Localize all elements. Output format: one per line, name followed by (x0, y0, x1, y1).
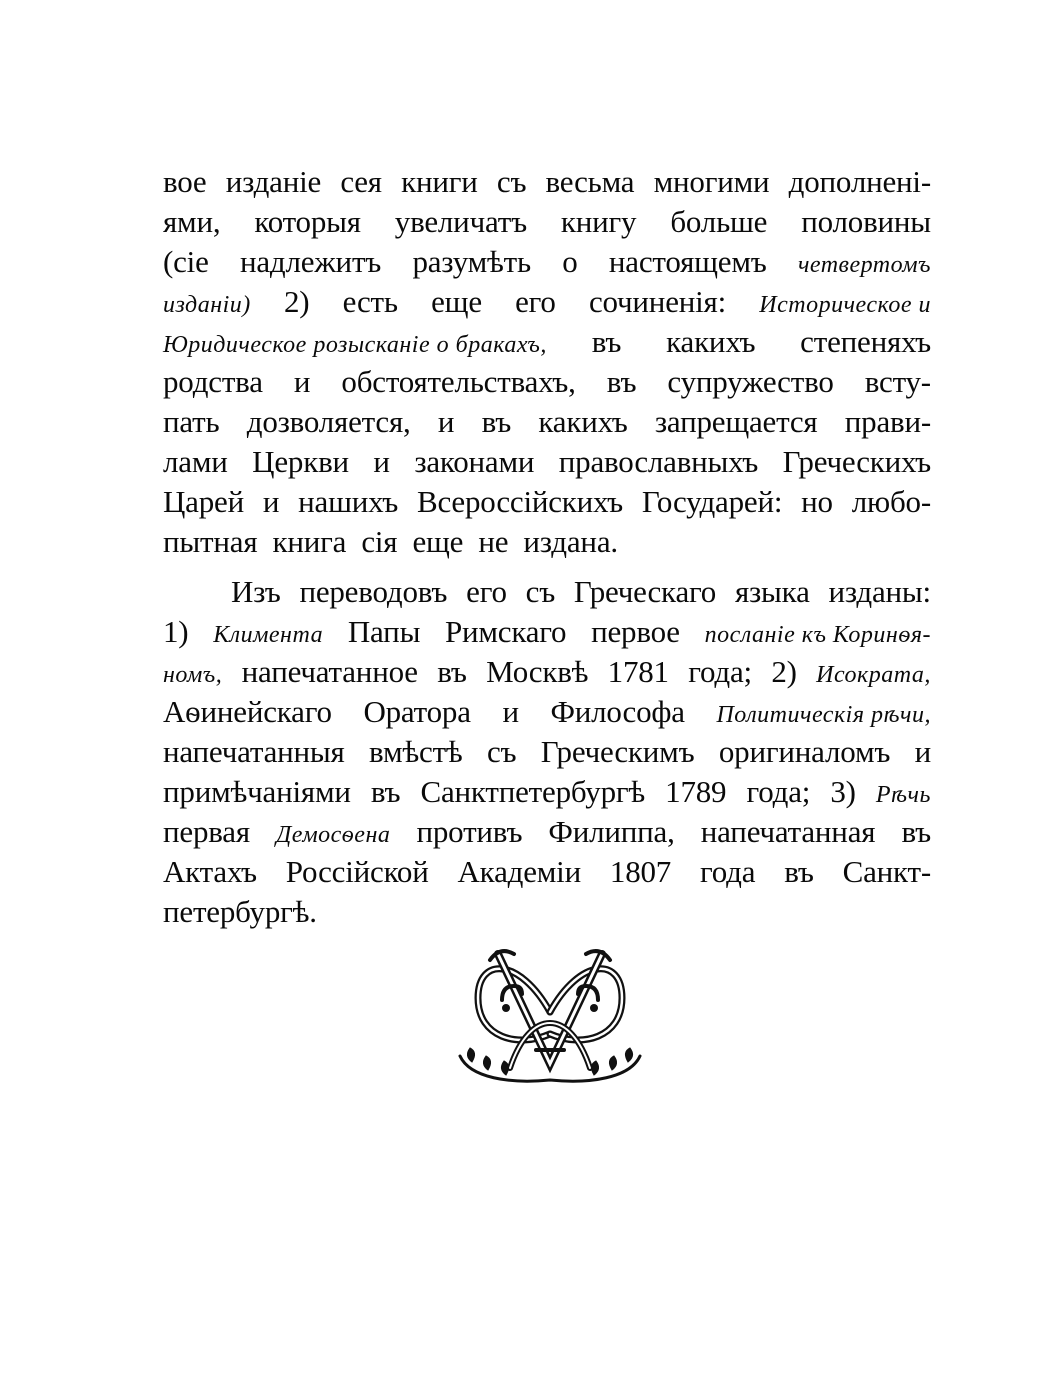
word: православныхъ (558, 444, 759, 479)
word: года (700, 854, 756, 889)
word: законами (414, 444, 535, 479)
word: настоящемъ (608, 244, 767, 279)
italic-title-word: Исократа, (816, 662, 931, 688)
text-line (163, 572, 931, 612)
word: многими (653, 164, 770, 199)
text-line (163, 772, 931, 812)
text-line (163, 812, 931, 852)
text-line (163, 652, 931, 692)
word: обстоятельствахъ, (341, 364, 576, 399)
word: вмѣстѣ (369, 734, 463, 769)
italic-title-word: изданіи) (163, 292, 251, 318)
word: напечатанная (700, 814, 876, 849)
text-line (163, 162, 931, 202)
word: пытная (163, 524, 258, 559)
word: съ (525, 574, 556, 609)
word: и (293, 364, 311, 399)
word: издана. (523, 524, 618, 559)
word: изданы: (828, 574, 931, 609)
word: съ (496, 164, 527, 199)
text-line (163, 402, 931, 442)
word: 1807 (609, 854, 672, 889)
text-line (163, 892, 931, 932)
word: лами (163, 444, 228, 479)
word: въ (784, 854, 814, 889)
word: года; (688, 654, 752, 689)
italic-title-word: Политическія рѣчи, (716, 702, 931, 728)
word: Римскаго (444, 614, 567, 649)
text-line (163, 322, 931, 362)
word: запрещается (654, 404, 818, 439)
word: напечатанное (241, 654, 418, 689)
word: Филиппа, (548, 814, 675, 849)
word: и (914, 734, 931, 769)
word: въ (606, 364, 637, 399)
word: Россійской (285, 854, 429, 889)
italic-title-word: Климента (213, 622, 324, 648)
word: 1789 (665, 774, 727, 809)
text-line (163, 482, 931, 522)
italic-title-word: посланіе къ Коринѳя- (704, 622, 931, 648)
word: половины (801, 204, 931, 239)
word: Церкви (252, 444, 349, 479)
text-line (163, 522, 931, 562)
word: Москвѣ (486, 654, 589, 689)
word: 1) (163, 614, 189, 649)
word: но (801, 484, 833, 519)
word: въ (901, 814, 931, 849)
word: и (437, 404, 455, 439)
word: противъ (416, 814, 523, 849)
word: петербургѣ. (163, 894, 317, 929)
word: о (562, 244, 578, 279)
italic-title-word: четвертомъ (797, 252, 931, 278)
word: ями, (163, 204, 221, 239)
word: его (466, 574, 507, 609)
word: Санктпетербургѣ (420, 774, 646, 809)
word: съ (486, 734, 517, 769)
word: первая (163, 814, 250, 849)
word: напечатанныя (163, 734, 345, 769)
word: примѣчаніями (163, 774, 351, 809)
word: и (262, 484, 280, 519)
word: Государей: (641, 484, 783, 519)
word: сочиненія: (588, 284, 727, 319)
word: 2) (771, 654, 797, 689)
text-line (163, 612, 931, 652)
paragraph-1 (163, 162, 931, 562)
word: Академіи (457, 854, 581, 889)
word: въ (481, 404, 512, 439)
word: степеняхъ (800, 324, 931, 359)
text-line (163, 442, 931, 482)
text-line (163, 362, 931, 402)
word: Оратора (363, 694, 471, 729)
italic-title-word: Юридическое розысканіе о бракахъ, (163, 332, 547, 358)
word: его (515, 284, 556, 319)
word: въ (370, 774, 401, 809)
word: Царей (163, 484, 244, 519)
word: въ (437, 654, 467, 689)
word: и (502, 694, 519, 729)
word: переводовъ (299, 574, 448, 609)
word: книги (401, 164, 478, 199)
word: въ (591, 324, 622, 359)
word: весьма (545, 164, 635, 199)
word: первое (591, 614, 680, 649)
text-line (163, 242, 931, 282)
word: какихъ (666, 324, 756, 359)
word: Изъ (231, 574, 281, 609)
italic-title-word: номъ, (163, 662, 223, 688)
text-line (163, 852, 931, 892)
word: Философа (550, 694, 685, 729)
word: больше (670, 204, 768, 239)
word: года; (746, 774, 811, 809)
word: книга (272, 524, 347, 559)
word: еще (431, 284, 482, 319)
italic-title-word: Рѣчь (875, 782, 931, 808)
word: прави- (844, 404, 931, 439)
word: вое (163, 164, 207, 199)
word: родства (163, 364, 263, 399)
word: Греческимъ (540, 734, 695, 769)
word: которыя (254, 204, 361, 239)
text-line (163, 692, 931, 732)
word: еще (412, 524, 464, 559)
word: надлежитъ (239, 244, 382, 279)
italic-title-word: Демосѳена (276, 822, 391, 848)
word: какихъ (538, 404, 628, 439)
word: Греческаго (573, 574, 717, 609)
italic-title-word: Историческое и (759, 292, 931, 318)
word: есть (342, 284, 398, 319)
word: 1781 (607, 654, 669, 689)
word: (сіе (163, 244, 209, 279)
text-line (163, 282, 931, 322)
word: всту- (864, 364, 931, 399)
word: 3) (830, 774, 856, 809)
monogram-ornament-icon (450, 938, 650, 1088)
word: языка (734, 574, 810, 609)
word: Аѳинейскаго (163, 694, 332, 729)
word: Санкт- (842, 854, 931, 889)
word: 2) (284, 284, 310, 319)
paragraph-2 (163, 572, 931, 932)
word: супружество (667, 364, 834, 399)
word: любо- (851, 484, 931, 519)
word: Папы (347, 614, 421, 649)
word: и (373, 444, 390, 479)
word: сея (340, 164, 382, 199)
word: нашихъ (298, 484, 399, 519)
text-line (163, 202, 931, 242)
word: Всероссійскихъ (416, 484, 624, 519)
word: дополненi- (788, 164, 931, 199)
word: Греческихъ (782, 444, 931, 479)
text-line (163, 732, 931, 772)
word: не (478, 524, 509, 559)
word: увеличатъ (394, 204, 527, 239)
word: пать (163, 404, 220, 439)
word: Актахъ (163, 854, 257, 889)
word: книгу (560, 204, 637, 239)
word: оригиналомъ (718, 734, 891, 769)
word: дозволяется, (246, 404, 411, 439)
word: разумѣть (412, 244, 531, 279)
word: сія (361, 524, 398, 559)
word: изданіе (225, 164, 322, 199)
